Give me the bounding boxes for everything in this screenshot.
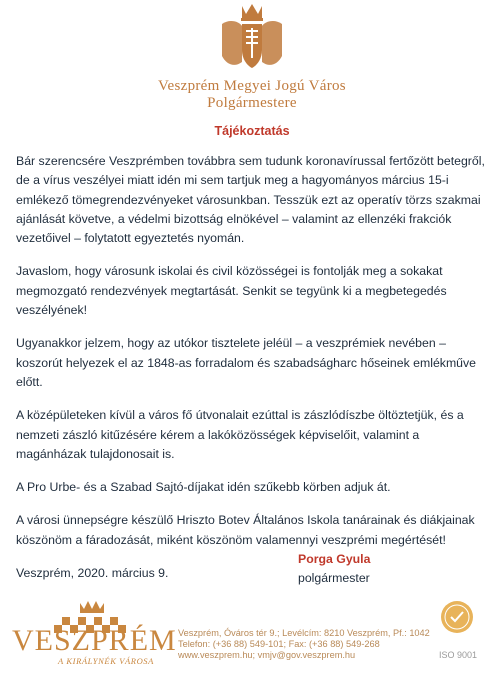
paragraph: Ugyanakkor jelzem, hogy az utókor tisztelete jeléül – a veszprémiek nevében – koszorút helyezek el az 1848-as forradalom és szabadságharc hőseinek emlékműve előtt.	[16, 336, 477, 389]
iso-label: ISO 9001	[438, 650, 478, 660]
contact-web: www.veszprem.hu; vmjv@gov.veszprem.hu	[178, 650, 356, 661]
signature-block	[298, 550, 370, 588]
paragraph: A középületeken kívül a város fő útvonalait ezúttal is zászlódíszbe öltöztetjük, és a nemzeti zászló kitűzésére kérem a lakóközösségek képviselőit, valamint a magánházak tulajdonosait is.	[16, 408, 464, 461]
iso-certification-badge-icon	[440, 600, 474, 634]
paragraph: A Pro Urbe- és a Szabad Sajtó-díjakat idén szűkebb körben adjuk át.	[16, 480, 391, 495]
signatory-title: polgármester	[298, 571, 370, 585]
logo-tagline: A KIRÁLYNÉK VÁROSA	[58, 656, 154, 666]
document-body	[16, 152, 492, 597]
contact-phone: Telefon: (+36 88) 549-101; Fax: (+36 88) 549-268	[178, 639, 380, 650]
place-date: Veszprém, 2020. március 9.	[16, 566, 169, 581]
contact-info	[178, 628, 430, 662]
logo-wordmark: VESZPRÉM	[12, 624, 177, 657]
issuer-name: Veszprém Megyei Jogú Város	[158, 78, 346, 94]
paragraph: A városi ünnepségre készülő Hriszto Botev Általános Iskola tanárainak és diákjainak köszönöm a fáradozását, miként köszönöm valamennyi veszprémi megértését!	[16, 513, 475, 547]
paragraph: Javaslom, hogy városunk iskolai és civil közösségei is fontolják meg a sokakat megmozgató rendezvények megtartását. Senkit se tegyünk ki a megbetegedés veszélyének!	[16, 264, 447, 318]
issuer-office: Polgármestere	[207, 95, 297, 111]
signatory-name: Porga Gyula	[298, 552, 371, 566]
coat-of-arms-icon	[212, 2, 292, 76]
paragraph: Bár szerencsére Veszprémben továbbra sem tudunk koronavírussal fertőzött betegről, de a vírus veszélyei miatt idén mi sem tartjuk meg a hagyományos március 15-i emlékező tömegrendezvényeket városunkban. Tesszük ezt az operatív törzs szakmai ajánlását követve, a védelmi bizottság elnökével – valamint az ellenzéki frakciók vezetőivel – folytatott egyeztetés nyomán.	[16, 154, 485, 246]
contact-address: Veszprém, Óváros tér 9.; Levélcím: 8210 Veszprém, Pf.: 1042	[178, 628, 430, 638]
document-title: Tájékoztatás	[214, 124, 290, 138]
